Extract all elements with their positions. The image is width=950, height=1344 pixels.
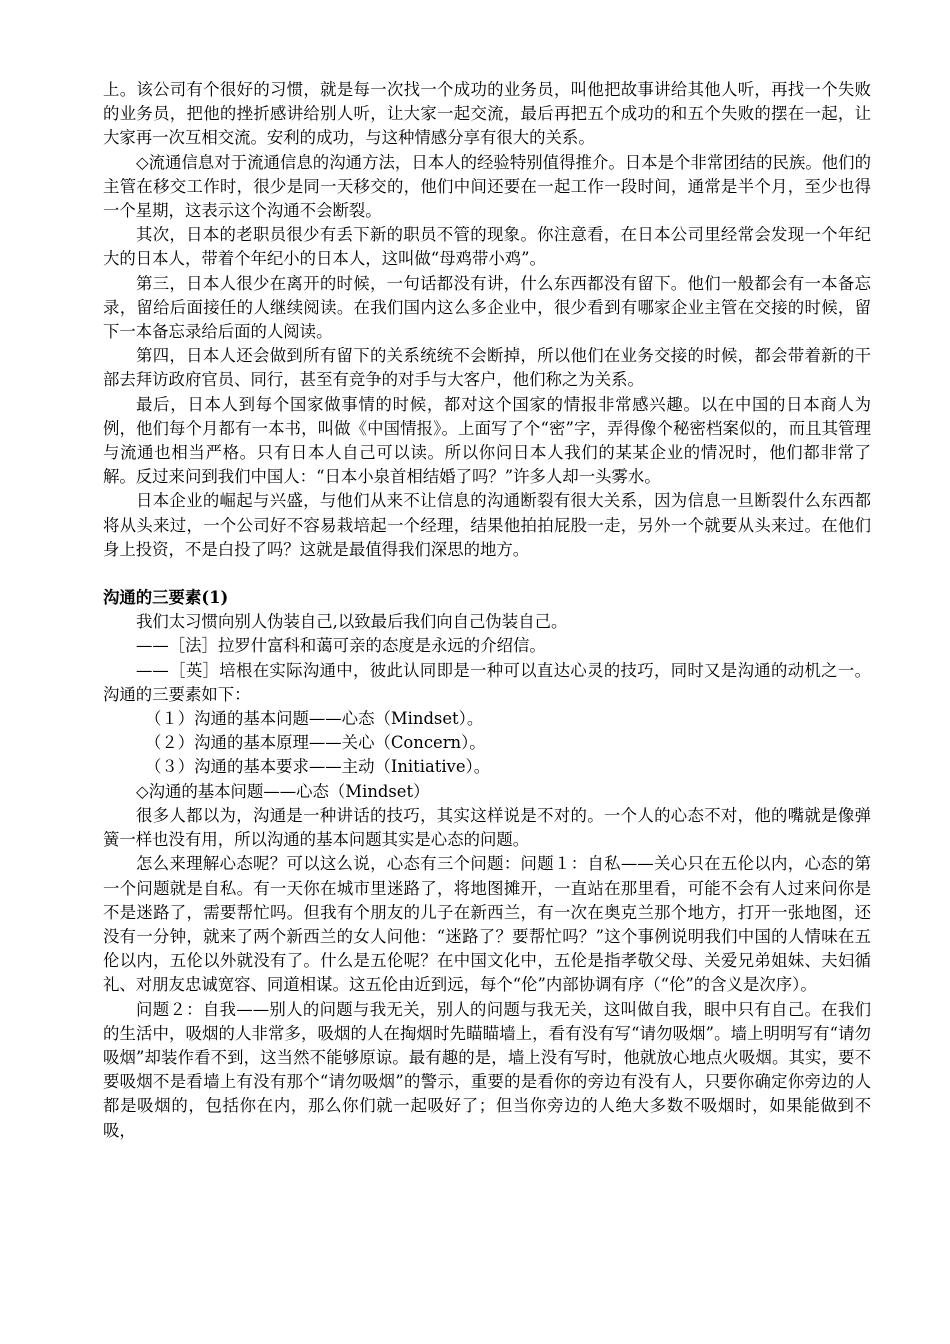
paragraph-last-point: 最后，日本人到每个国家做事情的时候，都对这个国家的情报非常感兴趣。以在中国的日本商人为例，他们每个月都有一本书，叫做《中国情报》。上面写了个“密”字，弄得像个秘密档案似的，而且其管理与流通也相当严格。只有日本人自己可以读。所以你问日本人我们的某某企业的情况时，他们都非常了解。反过来问到我们中国人：“日本小泉首相结婚了吗？”许多人却一头雾水。	[103, 394, 871, 487]
paragraph-continued: 上。该公司有个很好的习惯，就是每一次找一个成功的业务员，叫他把故事讲给其他人听，再找一个失败的业务员，把他的挫折感讲给别人听，让大家一起交流，最后再把五个成功的和五个失败的摆在一起，让大家再一次互相交流。安利的成功，与这种情感分享有很大的关系。	[103, 80, 871, 148]
paragraph-selfishness: 怎么来理解心态呢？可以这么说，心态有三个问题：问题１：自私——关心只在五伦以内，心态的第一个问题就是自私。有一天你在城市里迷路了，将地图摊开，一直站在那里看，可能不会有人过来问你是不是迷路了，需要帮忙吗。但我有个朋友的儿子在新西兰，有一次在奥克兰那个地方，打开一张地图，还没有一分钟，就来了两个新西兰的女人问他：“迷路了？要帮忙吗？”这个事例说明我们中国的人情味在五伦以内，五伦以外就没有了。什么是五伦呢？在中国文化中，五伦是指孝敬父母、关爱兄弟姐妹、夫妇循礼、对朋友忠诚宽容、同道相谋。这五伦由近到远，每个“伦”内部协调有序（“伦”的含义是次序）。	[103, 854, 871, 995]
document-page	[103, 78, 871, 1143]
paragraph-conclusion: 日本企业的崛起与兴盛，与他们从来不让信息的沟通断裂有很大关系，因为信息一旦断裂什么东西都将从头来过，一个公司好不容易栽培起一个经理，结果他拍拍屁股一走，另外一个就要从头来过。在他们身上投资，不是白投了吗？这就是最值得我们深思的地方。	[103, 491, 871, 559]
quote-attribution-line: ——［法］拉罗什富科和蔼可亲的态度是永远的介绍信。	[136, 636, 546, 656]
paragraph-japan-info-flow: ◇流通信息对于流通信息的沟通方法，日本人的经验特别值得推介。日本是个非常团结的民族。他们的主管在移交工作时，很少是同一天移交的，他们中间还要在一起工作一段时间，通常是半个月，至少也得一个星期，这表示这个沟通不会断裂。	[103, 152, 871, 221]
paragraph-second-point: 其次，日本的老职员很少有丢下新的职员不管的现象。你注意看，在日本公司里经常会发现一个年纪大的日本人，带着个年纪小的日本人，这叫做“母鸡带小鸡”。	[103, 225, 871, 269]
list-item: （２）沟通的基本原理——关心（Concern）。	[145, 733, 486, 753]
paragraph-third-point: 第三，日本人很少在离开的时候，一句话都没有讲，什么东西都没有留下。他们一般都会有一本备忘录，留给后面接任的人继续阅读。在我们国内这么多企业中，很少看到有哪家企业主管在交接的时候，留下一本备忘录给后面的人阅读。	[103, 273, 871, 342]
list-item: （１）沟通的基本问题——心态（Mindset）。	[145, 709, 484, 729]
paragraph-mindset: 很多人都以为，沟通是一种讲话的技巧，其实这样说是不对的。一个人的心态不对，他的嘴就是像弹簧一样也没有用，所以沟通的基本问题其实是心态的问题。	[103, 805, 871, 850]
section-heading: 沟通的三要素(1)	[103, 588, 229, 608]
list-item: （３）沟通的基本要求——主动（Initiative）。	[145, 757, 491, 777]
paragraph-fourth-point: 第四，日本人还会做到所有留下的关系统统不会断掉，所以他们在业务交接的时候，都会带着新的干部去拜访政府官员、同行，甚至有竞争的对手与大客户，他们称之为关系。	[103, 346, 871, 390]
subheading-mindset: ◇沟通的基本问题——心态（Mindset）	[136, 781, 430, 801]
paragraph-ego: 问题２：自我——别人的问题与我无关，别人的问题与我无关，这叫做自我，眼中只有自己。在我们的生活中，吸烟的人非常多，吸烟的人在掏烟时先瞄瞄墙上，看有没有写“请勿吸烟”。墙上明明写有“请勿吸烟”却装作看不到，这当然不能够原谅。最有趣的是，墙上没有写时，他就放心地点火吸烟。其实，要不要吸烟不是看墙上有没有那个“请勿吸烟”的警示，重要的是看你的旁边有没有人，只要你确定你旁边的人都是吸烟的，包括你在内，那么你们就一起吸好了；但当你旁边的人绝大多数不吸烟时，如果能做到不吸，	[103, 999, 871, 1140]
intro-paragraph: ——［英］培根在实际沟通中，彼此认同即是一种可以直达心灵的技巧，同时又是沟通的动机之一。沟通的三要素如下：	[103, 660, 871, 704]
quote-line: 我们太习惯向别人伪装自己,以致最后我们向自己伪装自己。	[136, 612, 568, 632]
